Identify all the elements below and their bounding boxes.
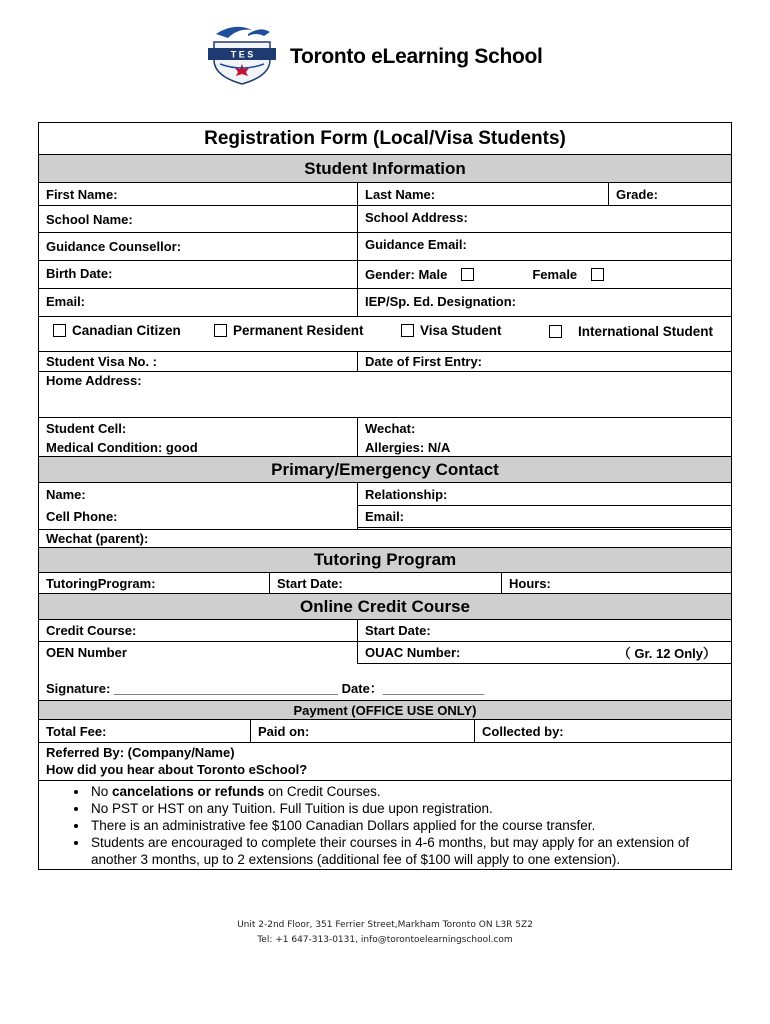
referral-cell bbox=[39, 743, 731, 780]
first-name-field[interactable]: First Name: bbox=[46, 186, 118, 202]
grade-field[interactable]: Grade: bbox=[608, 183, 731, 205]
ouac-cell bbox=[357, 642, 731, 664]
contact-right-cell bbox=[357, 483, 731, 529]
row-credit bbox=[39, 620, 731, 642]
cell-medical-cell bbox=[39, 418, 357, 456]
credit-start-date-field[interactable]: Start Date: bbox=[357, 620, 731, 641]
how-hear-field[interactable]: How did you hear about Toronto eSchool? bbox=[46, 762, 308, 777]
hours-field[interactable]: Hours: bbox=[501, 573, 731, 593]
ouac-number-field[interactable]: OUAC Number: bbox=[365, 645, 461, 660]
row-wechat-parent bbox=[39, 529, 731, 548]
total-fee-field[interactable]: Total Fee: bbox=[46, 723, 107, 739]
note-tax: • No PST or HST on any Tuition. Full Tuition is due upon registration. bbox=[89, 800, 731, 817]
row-referral bbox=[39, 743, 731, 781]
note-refunds-post: on Credit Courses. bbox=[264, 784, 381, 799]
row-school bbox=[39, 206, 731, 233]
credit-course-field[interactable]: Credit Course: bbox=[46, 623, 137, 638]
allergies-field[interactable]: Allergies: N/A bbox=[365, 440, 451, 455]
row-signature bbox=[39, 664, 731, 701]
row-payment bbox=[39, 720, 731, 743]
wechat-allergies-cell bbox=[357, 418, 731, 456]
credit-header bbox=[39, 594, 731, 620]
note-admin-fee: • There is an administrative fee $100 Canadian Dollars applied for the course transfer. bbox=[89, 817, 731, 834]
form-title: Registration Form (Local/Visa Students) bbox=[204, 127, 566, 149]
gender-female-label: Female bbox=[532, 267, 578, 282]
emergency-header bbox=[39, 457, 731, 483]
contact-name-field[interactable]: Name: bbox=[46, 487, 86, 502]
row-oen bbox=[39, 642, 731, 664]
guidance-email-field[interactable]: Guidance Email: bbox=[357, 233, 731, 260]
row-name bbox=[39, 183, 731, 206]
school-name-field[interactable]: School Name: bbox=[46, 211, 133, 227]
form-title-row bbox=[39, 123, 731, 155]
international-label: International Student bbox=[578, 324, 713, 339]
home-address-field[interactable]: Home Address: bbox=[46, 373, 142, 388]
row-status bbox=[39, 317, 731, 352]
male-checkbox[interactable] bbox=[461, 268, 474, 281]
first-entry-field[interactable]: Date of First Entry: bbox=[357, 352, 731, 372]
relationship-field[interactable]: Relationship: bbox=[358, 485, 731, 506]
note-extension: • Students are encouraged to complete their courses in 4-6 months, but may apply for an extension of another 3 months, up to 2 extensions (additional fee of $100 will apply to one extension). bbox=[89, 834, 731, 868]
school-address-field[interactable]: School Address: bbox=[357, 206, 731, 232]
guidance-counsellor-field[interactable]: Guidance Counsellor: bbox=[46, 239, 182, 254]
gender-field bbox=[357, 261, 731, 288]
medical-condition-field[interactable]: Medical Condition: good bbox=[46, 440, 198, 455]
iep-field[interactable]: IEP/Sp. Ed. Designation: bbox=[357, 289, 731, 316]
row-birth bbox=[39, 261, 731, 289]
student-info-header bbox=[39, 155, 731, 183]
note-refunds-bold: cancelations or refunds bbox=[112, 784, 265, 799]
row-home-address bbox=[39, 372, 731, 418]
birth-date-field[interactable]: Birth Date: bbox=[46, 266, 113, 281]
footer-address: Unit 2-2nd Floor, 351 Ferrier Street,Markham Toronto ON L3R 5Z2 bbox=[237, 920, 533, 930]
school-name: Toronto eLearning School bbox=[290, 45, 543, 68]
wechat-parent-field[interactable]: Wechat (parent): bbox=[46, 531, 149, 546]
section-tutoring-program: Tutoring Program bbox=[39, 548, 731, 572]
canadian-checkbox[interactable] bbox=[53, 324, 66, 337]
note-refunds bbox=[89, 783, 731, 800]
row-guidance bbox=[39, 233, 731, 261]
visa-label: Visa Student bbox=[420, 323, 502, 338]
footer-contact: Tel: +1 647-313-0131, info@torontoelearningschool.com bbox=[257, 935, 513, 945]
payment-header bbox=[39, 701, 731, 720]
canadian-label: Canadian Citizen bbox=[72, 323, 181, 338]
school-logo bbox=[208, 24, 276, 86]
female-checkbox[interactable] bbox=[591, 268, 604, 281]
wechat-field[interactable]: Wechat: bbox=[365, 421, 416, 436]
section-student-information: Student Information bbox=[39, 155, 731, 182]
student-cell-field[interactable]: Student Cell: bbox=[46, 421, 127, 436]
last-name-field[interactable]: Last Name: bbox=[357, 183, 608, 205]
svg-text:T E S: T E S bbox=[230, 49, 254, 60]
row-contact bbox=[39, 483, 731, 529]
row-email bbox=[39, 289, 731, 317]
status-permanent[interactable] bbox=[214, 323, 364, 338]
international-checkbox[interactable] bbox=[549, 325, 562, 338]
grade-12-note: （ Gr. 12 Only） bbox=[617, 646, 716, 661]
status-international[interactable] bbox=[549, 324, 713, 339]
row-cell-medical bbox=[39, 418, 731, 457]
collected-by-field[interactable]: Collected by: bbox=[474, 720, 731, 742]
permanent-checkbox[interactable] bbox=[214, 324, 227, 337]
tutoring-program-field[interactable]: TutoringProgram: bbox=[46, 575, 156, 591]
status-canadian[interactable] bbox=[53, 323, 181, 338]
section-online-credit-course: Online Credit Course bbox=[39, 594, 731, 619]
student-visa-field[interactable]: Student Visa No. : bbox=[39, 352, 357, 372]
status-visa[interactable] bbox=[401, 323, 502, 338]
tutoring-start-date-field[interactable]: Start Date: bbox=[269, 573, 501, 593]
signature-field[interactable]: Signature: _______________________________ Date：______________ bbox=[46, 681, 485, 696]
note-refunds-pre: No bbox=[91, 784, 113, 799]
page-header bbox=[0, 0, 770, 115]
cell-phone-field[interactable]: Cell Phone: bbox=[46, 509, 118, 524]
section-payment: Payment (OFFICE USE ONLY) bbox=[39, 701, 731, 719]
oen-number-field[interactable]: OEN Number bbox=[46, 645, 127, 660]
row-tutoring bbox=[39, 573, 731, 594]
tutoring-header bbox=[39, 548, 731, 573]
contact-email-field[interactable]: Email: bbox=[358, 506, 731, 528]
gender-male-label: Gender: Male bbox=[365, 267, 448, 282]
referred-by-field[interactable]: Referred By: (Company/Name) bbox=[46, 745, 235, 760]
row-notes bbox=[39, 781, 731, 869]
email-field[interactable]: Email: bbox=[46, 294, 86, 309]
policy-notes bbox=[39, 781, 731, 869]
contact-left-cell bbox=[39, 483, 357, 529]
section-emergency-contact: Primary/Emergency Contact bbox=[39, 457, 731, 482]
permanent-label: Permanent Resident bbox=[233, 323, 364, 338]
visa-checkbox[interactable] bbox=[401, 324, 414, 337]
registration-form bbox=[38, 122, 732, 870]
row-visa bbox=[39, 352, 731, 372]
paid-on-field[interactable]: Paid on: bbox=[250, 720, 474, 742]
